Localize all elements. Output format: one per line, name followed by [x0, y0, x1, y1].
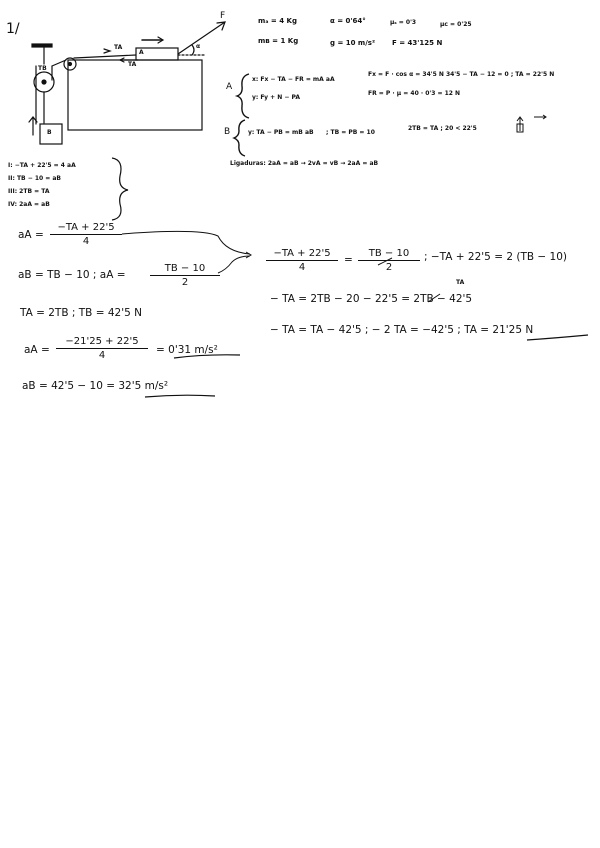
force-arrow — [178, 22, 225, 54]
given-muc: μc = 0'25 — [440, 21, 472, 28]
given-alpha: α = 0'64° — [330, 17, 366, 25]
given-ma: mₐ = 4 Kg — [258, 17, 297, 25]
right-eq2: − TA = 2TB − 20 − 22'5 = 2TB − 42'5 — [270, 293, 473, 305]
given-g: g = 10 m/s² — [330, 39, 376, 47]
aa-fraction — [50, 222, 122, 247]
given-mb: mʙ = 1 Kg — [258, 37, 299, 45]
right-frac-2-den: 2 — [385, 262, 393, 273]
right-eq2-ta: TA — [456, 279, 465, 286]
ta-line: TA = 2TB ; TB = 42'5 N — [20, 307, 142, 319]
system-brace — [112, 158, 128, 220]
system-eq-2: II: TB − 10 = aB — [8, 175, 62, 182]
aa3-fraction — [56, 336, 148, 361]
system-eq-1: I: −TA + 22'5 = 4 aA — [8, 162, 76, 169]
system-b-pb: ; TB = PB = 10 — [326, 129, 375, 136]
given-mus: μₛ = 0'3 — [390, 19, 417, 26]
connector-curve-1 — [122, 231, 250, 254]
right-frac-2-num: TB − 10 — [368, 248, 410, 259]
connector-curve-2 — [218, 256, 250, 273]
aa-numerator: −TA + 22'5 — [57, 222, 115, 233]
result-underline-TA — [527, 335, 588, 340]
aa3-numerator: −21'25 + 22'5 — [65, 336, 139, 347]
right-frac-1-num: −TA + 22'5 — [273, 248, 331, 259]
brace-a — [237, 74, 249, 118]
aa3-denominator: 4 — [98, 350, 106, 361]
system-b-tb: 2TB = TA ; 20 < 22'5 — [408, 125, 477, 132]
system-b-label: B — [224, 127, 231, 137]
ceiling-mount — [32, 44, 52, 47]
aa-label: aA = — [18, 229, 44, 241]
diagram-label-f: F — [220, 11, 226, 21]
given-f: F = 43'125 N — [392, 39, 443, 47]
system-a-fx: Fx = F · cos α = 34'5 N 34'5 − TA − 12 = 0 ; TA = 22'5 N — [368, 71, 555, 78]
system-a-label: A — [226, 82, 233, 92]
aa2-denominator: 2 — [181, 277, 189, 288]
diagram-label-b: B — [47, 129, 52, 136]
diagram-label-alpha: α — [196, 43, 201, 50]
diagram-label-tb: TB — [38, 65, 47, 72]
system-a-y-eq: y: Fy + N − PA — [252, 94, 301, 101]
right-frac-1 — [266, 248, 338, 273]
aa-denominator: 4 — [82, 236, 90, 247]
system-eq-4: IV: 2aA = aB — [8, 201, 50, 208]
ab-final: aB = 42'5 − 10 = 32'5 m/s² — [22, 380, 169, 392]
brace-b — [234, 120, 245, 156]
result-underline-aB — [145, 395, 215, 397]
system-b-y-eq: y: TA − PB = mB aB — [248, 129, 314, 136]
diagram-label-ta-lower: TA — [128, 61, 137, 68]
aa3-label: aA = — [24, 344, 50, 356]
diagram-label-a: A — [139, 49, 144, 56]
equals-sign: = — [344, 254, 353, 266]
right-eq1-tail: ; −TA + 22'5 = 2 (TB − 10) — [424, 251, 567, 263]
system-a-x-eq: x: Fx − TA − FR = mA aA — [252, 76, 335, 83]
problem-number: 1/ — [6, 21, 20, 37]
aa2-fraction — [150, 263, 220, 288]
right-frac-2 — [358, 248, 420, 273]
right-frac-1-den: 4 — [298, 262, 306, 273]
aa3-result: = 0'31 m/s² — [156, 344, 218, 356]
table — [68, 60, 202, 130]
system-eq-3: III: 2TB = TA — [8, 188, 50, 195]
system-a-fr: FR = P · μ = 40 · 0'3 = 12 N — [368, 90, 461, 97]
diagram-label-ta-upper: TA — [114, 44, 123, 51]
right-eq3: − TA = TA − 42'5 ; − 2 TA = −42'5 ; TA = 21'25 N — [270, 324, 534, 336]
ligaduras: Ligaduras: 2aA = aB → 2vA = vB → 2aA = aB — [230, 160, 379, 167]
ab-line: aB = TB − 10 ; aA = — [18, 269, 126, 281]
rope — [74, 55, 136, 58]
aa2-numerator: TB − 10 — [164, 263, 206, 274]
